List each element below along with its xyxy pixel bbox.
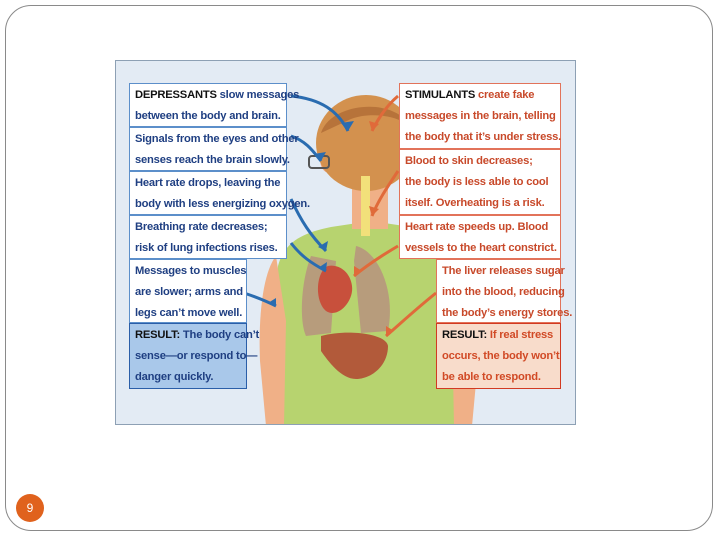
page-number-badge: 9 (16, 494, 44, 522)
depressants-heart-box: Heart rate drops, leaving the body with less energizing oxygen. (129, 171, 287, 215)
stimulants-skin-box: Blood to skin decreases; the body is less able to cool itself. Overheating is a risk. (399, 149, 561, 215)
stimulants-intro-box: STIMULANTS create fake messages in the brain, telling the body that it’s under stress. (399, 83, 561, 149)
depressants-result-box: RESULT: The body can’t sense—or respond to— danger quickly. (129, 323, 247, 389)
depressants-senses-box: Signals from the eyes and other senses reach the brain slowly. (129, 127, 287, 171)
depressants-breathing-box: Breathing rate decreases; risk of lung infections rises. (129, 215, 287, 259)
stimulants-result-box: RESULT: If real stress occurs, the body won’t be able to respond. (436, 323, 561, 389)
stimulants-keyword: STIMULANTS (405, 89, 476, 101)
depressants-result-keyword: RESULT: (135, 329, 181, 341)
stimulants-result-keyword: RESULT: (442, 329, 488, 341)
stimulants-liver-box: The liver releases sugar into the blood, reducing the body’s energy stores. (436, 259, 561, 323)
depressants-muscles-box: Messages to muscles are slower; arms and legs can’t move well. (129, 259, 247, 323)
depressants-intro-box: DEPRESSANTS slow messages between the body and brain. (129, 83, 287, 127)
depressants-keyword: DEPRESSANTS (135, 89, 217, 101)
stimulants-heart-box: Heart rate speeds up. Blood vessels to the heart constrict. (399, 215, 561, 259)
drug-effects-illustration (115, 60, 576, 425)
spinal-cord (361, 176, 370, 236)
